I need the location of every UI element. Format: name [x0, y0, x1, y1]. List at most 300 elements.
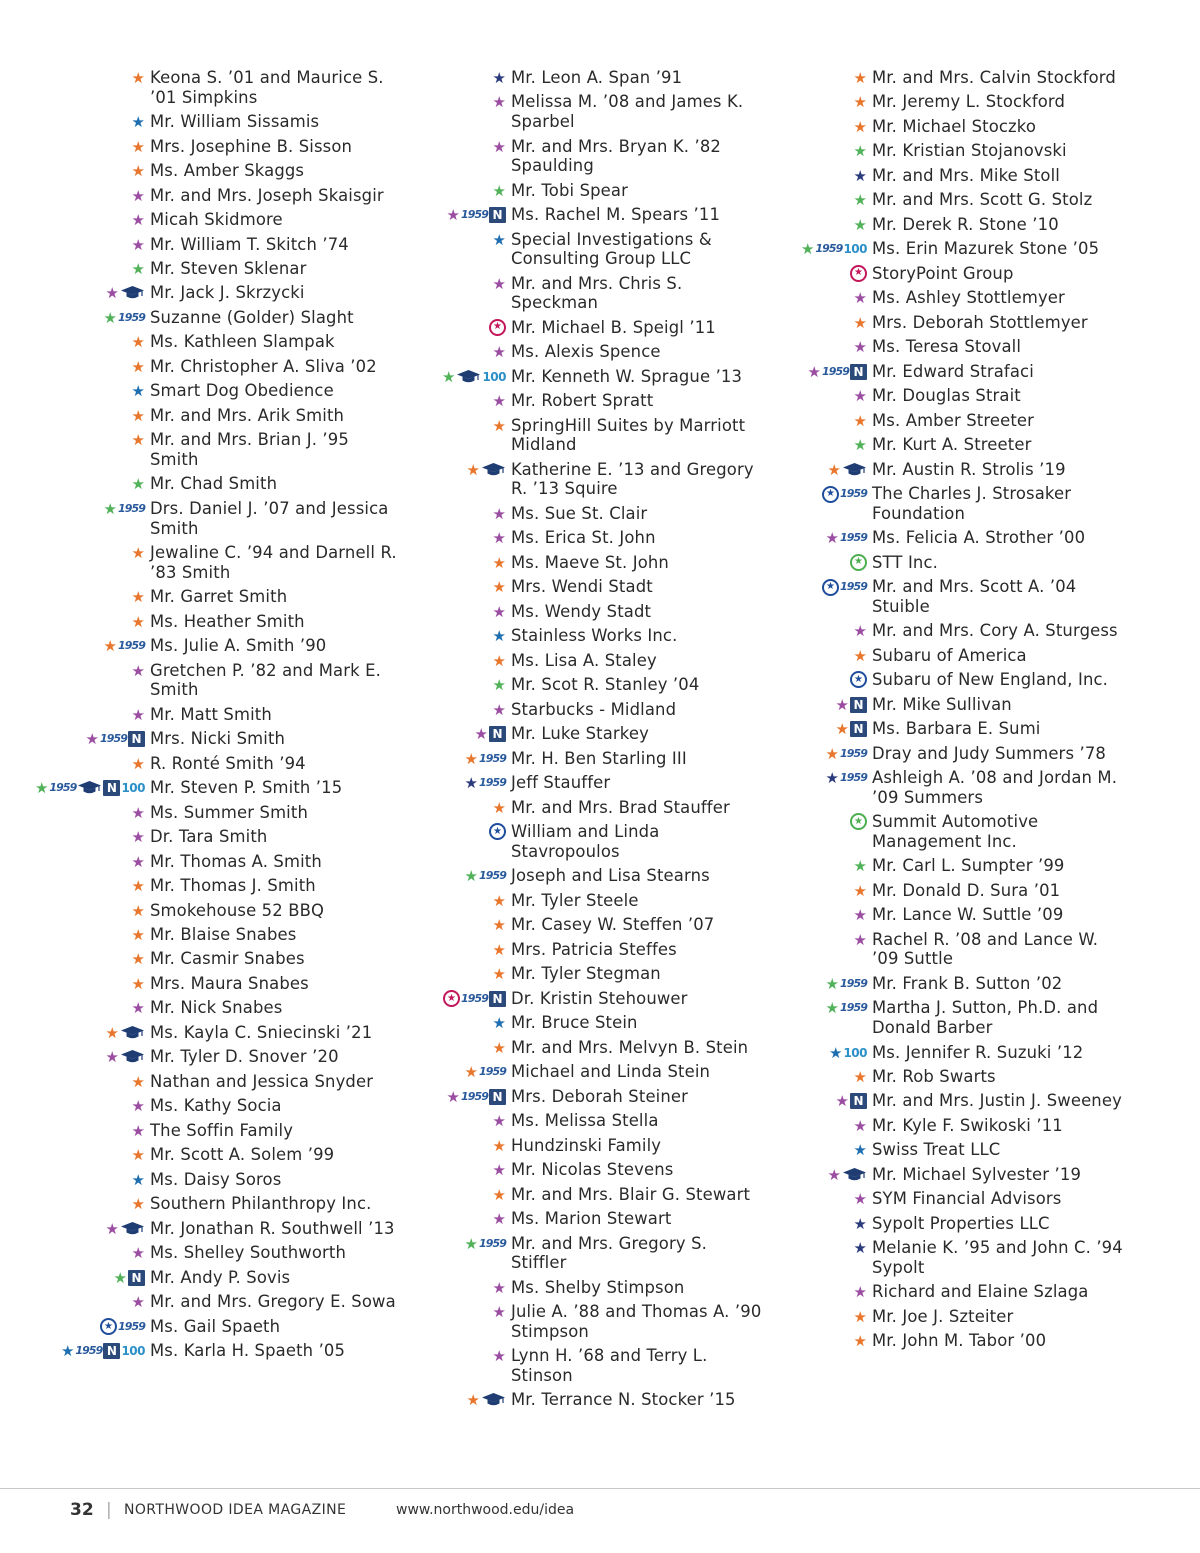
donor-badges	[361, 1160, 511, 1179]
donor-badges	[722, 68, 872, 87]
star-icon: ★	[131, 803, 145, 822]
donor-badges	[0, 381, 150, 400]
donor-name: Mr. Leon A. Span ’91	[511, 68, 683, 87]
donor-entry	[361, 822, 763, 861]
donor-name: Richard and Elaine Szlaga	[872, 1282, 1089, 1302]
donor-name: Hundzinski Family	[511, 1135, 662, 1155]
star-icon: ★	[853, 930, 867, 949]
graduation-cap-icon	[120, 285, 145, 301]
donor-name: Ms. Lisa A. Staley	[511, 650, 657, 670]
star-icon: ★	[466, 460, 480, 479]
northwood-n-logo-icon: N	[489, 207, 506, 223]
society-1959-badge-icon: 1959	[821, 364, 849, 378]
donor-badges	[0, 186, 150, 205]
northwood-n-logo-icon: N	[850, 1093, 867, 1109]
donor-entry	[722, 1307, 1124, 1327]
donor-entry	[722, 1140, 1124, 1160]
donor-name: Mr. Bruce Stein	[511, 1013, 638, 1033]
donor-name: Mr. Kurt A. Streeter	[872, 435, 1032, 455]
donor-badges	[722, 190, 872, 209]
society-1959-badge-icon: 1959	[49, 781, 77, 795]
donor-name: Ms. Rachel M. Spears ’11	[511, 205, 721, 225]
star-icon: ★	[835, 695, 849, 714]
donor-name: Mr. Luke Starkey	[511, 724, 649, 744]
graduation-cap-icon	[481, 1392, 506, 1408]
star-icon: ★	[103, 308, 117, 327]
donor-badges	[0, 543, 150, 562]
donor-badges	[361, 915, 511, 934]
star-icon: ★	[853, 142, 867, 161]
donor-entry	[0, 1317, 402, 1337]
donor-entry	[722, 68, 1124, 88]
donor-name: Mr. and Mrs. Gregory E. Sowa	[150, 1292, 396, 1312]
donor-badges	[722, 695, 872, 714]
society-1959-badge-icon: 1959	[839, 1001, 867, 1015]
donor-entry	[722, 695, 1124, 715]
donor-name: Ms. Ashley Stottlemyer	[872, 288, 1065, 308]
star-icon: ★	[446, 206, 460, 225]
donor-entry	[0, 729, 402, 749]
donor-badges	[361, 724, 511, 743]
star-icon: ★	[131, 69, 145, 87]
club-100-badge-icon: 100	[843, 242, 867, 257]
star-icon: ★	[131, 950, 145, 969]
star-icon: ★	[131, 588, 145, 607]
star-icon: ★	[131, 431, 145, 450]
donor-name: Melanie K. ’95 and John C. ’94 Sypolt	[872, 1238, 1123, 1277]
star-icon: ★	[34, 779, 49, 798]
donor-name: R. Ronté Smith ’94	[150, 753, 306, 773]
donor-name: Ms. Erin Mazurek Stone ’05	[872, 239, 1100, 259]
donor-name: Nathan and Jessica Snyder	[150, 1071, 374, 1091]
star-icon: ★	[131, 705, 145, 724]
star-icon: ★	[828, 1043, 843, 1062]
donor-entry	[722, 264, 1124, 284]
star-icon: ★	[131, 612, 145, 631]
donor-name: Mr. and Mrs. Mike Stoll	[872, 165, 1060, 185]
star-icon: ★	[827, 460, 841, 479]
donor-name: Gretchen P. ’82 and Mark E. Smith	[150, 660, 381, 700]
donor-entry	[0, 430, 402, 469]
star-icon: ★	[492, 627, 506, 646]
star-icon: ★	[853, 906, 867, 925]
donor-entry	[361, 651, 763, 671]
society-1959-badge-icon: 1959	[839, 771, 867, 785]
star-icon: ★	[492, 1136, 506, 1155]
society-1959-badge-icon: 1959	[99, 732, 127, 746]
society-1959-badge-icon: 1959	[460, 1089, 488, 1103]
star-icon: ★	[492, 1303, 506, 1322]
donor-name: Mr. Kyle F. Swikoski ’11	[872, 1115, 1063, 1135]
donor-badges	[0, 235, 150, 254]
donor-entry	[361, 181, 763, 201]
donor-badges	[361, 1302, 511, 1321]
donor-entry	[361, 1087, 763, 1107]
donor-badges	[361, 181, 511, 200]
donor-entry	[361, 700, 763, 720]
star-icon: ★	[853, 1283, 867, 1302]
society-1959-badge-icon: 1959	[839, 487, 867, 501]
donor-badges	[0, 998, 150, 1017]
donor-badges	[722, 974, 872, 993]
star-icon: ★	[60, 1342, 75, 1361]
donor-badges	[0, 1292, 150, 1311]
star-icon: ★	[131, 901, 145, 920]
donor-badges	[722, 812, 872, 830]
donor-entry	[361, 205, 763, 225]
star-icon: ★	[131, 333, 145, 352]
donor-entry	[361, 137, 763, 176]
donor-badges	[0, 587, 150, 606]
star-icon: ★	[492, 1014, 506, 1033]
donor-badges	[722, 553, 872, 571]
donor-entry	[722, 881, 1124, 901]
donor-badges	[361, 367, 511, 386]
northwood-n-logo-icon: N	[850, 697, 867, 713]
donor-badges	[722, 337, 872, 356]
star-icon: ★	[492, 891, 506, 910]
donor-entry	[0, 612, 402, 632]
society-1959-badge-icon: 1959	[460, 991, 488, 1005]
society-1959-badge-icon: 1959	[839, 580, 867, 594]
star-icon: ★	[492, 274, 506, 293]
donor-name: Ms. Daisy Soros	[150, 1169, 282, 1189]
donor-name: Ms. Summer Smith	[150, 802, 308, 822]
society-1959-badge-icon: 1959	[478, 1236, 506, 1250]
donor-name: Mr. Edward Strafaci	[872, 361, 1034, 381]
donor-column-2	[361, 68, 763, 1415]
donor-entry	[0, 543, 402, 582]
donor-badges	[361, 553, 511, 572]
donor-entry	[722, 646, 1124, 666]
donor-entry	[722, 1189, 1124, 1209]
club-100-badge-icon: 100	[843, 1045, 867, 1060]
donor-name: Suzanne (Golder) Slaght	[150, 307, 354, 327]
donor-badges	[361, 68, 511, 87]
donor-entry	[722, 288, 1124, 308]
donor-name: Mr. Michael B. Speigl ’11	[511, 317, 716, 337]
graduation-cap-icon	[120, 1025, 145, 1041]
donor-column-1	[0, 68, 402, 1366]
donor-entry	[361, 940, 763, 960]
donor-entry	[0, 1268, 402, 1288]
donor-badges	[361, 230, 511, 249]
donor-entry	[722, 1282, 1124, 1302]
donor-badges	[0, 925, 150, 944]
star-icon: ★	[131, 235, 145, 254]
donor-badges	[361, 504, 511, 523]
star-icon: ★	[105, 1048, 119, 1067]
donor-name: Mr. Robert Spratt	[511, 391, 654, 411]
donor-name: Julie A. ’88 and Thomas A. ’90 Stimpson	[511, 1302, 762, 1341]
star-icon: ★	[853, 857, 867, 876]
donor-name: Ms. Julie A. Smith ’90	[150, 636, 327, 656]
star-icon: ★	[853, 436, 867, 455]
donor-entry	[0, 186, 402, 206]
donor-name: Smart Dog Obedience	[150, 381, 334, 401]
donor-badges	[722, 484, 872, 503]
star-icon: ★	[492, 69, 506, 87]
star-icon: ★	[131, 1244, 145, 1263]
donor-name: Mr. and Mrs. Brian J. ’95 Smith	[150, 430, 349, 469]
star-icon: ★	[492, 700, 506, 719]
donor-entry	[722, 190, 1124, 210]
donor-badges	[722, 930, 872, 949]
graduation-cap-icon	[456, 369, 481, 385]
donor-badges	[361, 416, 511, 435]
star-icon: ★	[492, 916, 506, 935]
graduation-cap-icon	[842, 1167, 867, 1183]
donor-name: Mr. Michael Sylvester ’19	[872, 1164, 1082, 1184]
star-icon: ★	[853, 1307, 867, 1326]
donor-entry	[722, 812, 1124, 851]
donor-name: Mr. Frank B. Sutton ’02	[872, 973, 1063, 993]
star-icon: ★	[131, 1146, 145, 1165]
graduation-cap-icon	[120, 1221, 145, 1237]
star-icon: ★	[131, 754, 145, 773]
donor-name: Mr. Chad Smith	[150, 474, 278, 494]
donor-name: Mr. Kenneth W. Sprague ’13	[511, 366, 743, 386]
donor-name: Subaru of America	[872, 645, 1027, 665]
donor-name: Mr. Michael Stoczko	[872, 116, 1037, 136]
northwood-n-logo-icon: N	[850, 364, 867, 380]
donor-badges	[0, 210, 150, 229]
donor-entry	[722, 998, 1124, 1037]
star-icon: ★	[131, 999, 145, 1018]
donor-badges	[722, 1116, 872, 1135]
star-icon: ★	[446, 1087, 460, 1106]
star-icon: ★	[853, 69, 867, 87]
donor-name: Mr. Donald D. Sura ’01	[872, 880, 1061, 900]
donor-name: Smokehouse 52 BBQ	[150, 900, 325, 920]
northwood-n-logo-icon: N	[103, 1343, 120, 1359]
donor-entry	[361, 1038, 763, 1058]
donor-name: Ms. Wendy Stadt	[511, 601, 652, 621]
donor-badges	[361, 773, 511, 792]
donor-name: Mrs. Josephine B. Sisson	[150, 136, 353, 156]
donor-entry	[361, 460, 763, 499]
donor-name: Drs. Daniel J. ’07 and Jessica Smith	[150, 498, 389, 538]
donor-entry	[0, 235, 402, 255]
donor-badges	[361, 205, 511, 224]
star-icon: ★	[492, 553, 506, 572]
donor-badges	[722, 264, 872, 282]
donor-badges	[0, 1219, 150, 1238]
donor-badges	[722, 856, 872, 875]
star-icon: ★	[131, 1170, 145, 1189]
donor-entry	[361, 773, 763, 793]
donor-name: Mr. Jonathan R. Southwell ’13	[150, 1218, 395, 1238]
donor-name: Mr. and Mrs. Justin J. Sweeney	[872, 1091, 1122, 1111]
star-icon: ★	[492, 1347, 506, 1366]
northwood-n-logo-icon: N	[103, 780, 120, 796]
donor-badges	[722, 1214, 872, 1233]
donor-badges	[361, 964, 511, 983]
donor-badges	[0, 474, 150, 493]
donor-name: Ms. Shelley Southworth	[150, 1243, 347, 1263]
donor-entry	[0, 1341, 402, 1361]
donor-badges	[361, 391, 511, 410]
donor-entry	[0, 1292, 402, 1312]
donor-name: Mr. Tyler Steele	[511, 890, 639, 910]
donor-name: Dr. Tara Smith	[150, 827, 268, 847]
donor-name: Jewaline C. ’94 and Darnell R. ’83 Smith	[150, 543, 397, 582]
donor-name: Mr. Mike Sullivan	[872, 694, 1012, 714]
donor-name: Dr. Kristin Stehouwer	[511, 988, 688, 1008]
donor-badges	[722, 239, 872, 258]
donor-badges	[361, 1185, 511, 1204]
donor-entry	[722, 670, 1124, 690]
star-icon: ★	[131, 925, 145, 944]
donor-name: Mr. Steven P. Smith ’15	[150, 778, 343, 798]
circle-star-icon: ★	[822, 486, 839, 503]
donor-name: Mr. Jeremy L. Stockford	[872, 92, 1066, 112]
donor-badges	[722, 1331, 872, 1350]
donor-name: Keona S. ’01 and Maurice S. ’01 Simpkins	[150, 68, 384, 107]
donor-badges	[0, 1047, 150, 1066]
star-icon: ★	[853, 411, 867, 430]
donor-badges	[722, 577, 872, 596]
club-100-badge-icon: 100	[121, 1344, 145, 1359]
donor-name: Mr. Matt Smith	[150, 704, 272, 724]
donor-name: Subaru of New England, Inc.	[872, 670, 1108, 690]
donor-entry	[361, 528, 763, 548]
star-icon: ★	[105, 1219, 119, 1238]
donor-name: Ms. Marion Stewart	[511, 1209, 672, 1229]
donor-name: Mrs. Patricia Steffes	[511, 939, 677, 959]
donor-name: Mr. Douglas Strait	[872, 386, 1021, 406]
donor-name: Mr. Scot R. Stanley ’04	[511, 675, 700, 695]
donor-name: Special Investigations & Consulting Group LLC	[511, 229, 712, 269]
donor-entry	[722, 577, 1124, 616]
star-icon: ★	[131, 1121, 145, 1140]
star-icon: ★	[492, 181, 506, 200]
donor-badges	[0, 949, 150, 968]
donor-badges	[361, 274, 511, 293]
donor-entry	[361, 1390, 763, 1410]
donor-name: Mrs. Deborah Stottlemyer	[872, 312, 1088, 332]
donor-badges	[361, 342, 511, 361]
star-icon: ★	[492, 504, 506, 523]
northwood-n-logo-icon: N	[128, 1270, 145, 1286]
donor-entry	[361, 749, 763, 769]
star-icon: ★	[853, 881, 867, 900]
donor-entry	[361, 724, 763, 744]
donor-entry	[0, 406, 402, 426]
donor-entry	[361, 577, 763, 597]
donor-name: Ms. Kayla C. Sniecinski ’21	[150, 1022, 373, 1042]
donor-entry	[361, 367, 763, 387]
star-icon: ★	[492, 578, 506, 597]
star-icon: ★	[466, 1391, 480, 1410]
star-icon: ★	[807, 362, 821, 381]
donor-name: Mr. Joe J. Szteiter	[872, 1306, 1014, 1326]
donor-badges	[0, 612, 150, 631]
donor-badges	[0, 1268, 150, 1287]
donor-entry	[722, 92, 1124, 112]
donor-badges	[0, 406, 150, 425]
donor-name: Starbucks - Midland	[511, 699, 677, 719]
donor-name: Ms. Karla H. Spaeth ’05	[150, 1341, 346, 1361]
donor-badges	[0, 308, 150, 327]
donor-badges	[722, 313, 872, 332]
donor-entry	[722, 362, 1124, 382]
northwood-n-logo-icon: N	[489, 991, 506, 1007]
donor-entry	[0, 925, 402, 945]
donor-badges	[361, 1013, 511, 1032]
star-icon: ★	[492, 1278, 506, 1297]
donor-badges	[0, 901, 150, 920]
donor-badges	[0, 729, 150, 748]
donor-name: Mr. Casmir Snabes	[150, 949, 305, 969]
donor-name: Mr. Terrance N. Stocker ’15	[511, 1390, 736, 1410]
donor-entry	[722, 1238, 1124, 1277]
donor-badges	[0, 636, 150, 655]
donor-badges	[361, 626, 511, 645]
donor-badges	[361, 891, 511, 910]
donor-name: Mrs. Nicki Smith	[150, 729, 286, 749]
donor-name: Lynn H. ’68 and Terry L. Stinson	[511, 1346, 708, 1385]
star-icon: ★	[853, 215, 867, 234]
donor-name: Mr. Lance W. Suttle ’09	[872, 905, 1064, 925]
donor-entry	[722, 386, 1124, 406]
donor-badges	[722, 141, 872, 160]
star-icon: ★	[492, 392, 506, 411]
donor-badges	[722, 719, 872, 738]
donor-entry	[722, 411, 1124, 431]
donor-badges	[361, 1136, 511, 1155]
donor-name: Ms. Alexis Spence	[511, 342, 661, 362]
donor-name: Ms. Barbara E. Sumi	[872, 719, 1041, 739]
star-icon: ★	[492, 651, 506, 670]
star-icon: ★	[492, 676, 506, 695]
donor-badges	[0, 68, 150, 87]
star-icon: ★	[853, 1141, 867, 1160]
donor-badges	[361, 1390, 511, 1409]
donor-entry	[0, 1243, 402, 1263]
donor-badges	[0, 137, 150, 156]
donor-badges	[361, 460, 511, 479]
donor-name: Mr. William Sissamis	[150, 112, 320, 132]
donor-name: Michael and Linda Stein	[511, 1062, 711, 1082]
donor-badges	[722, 744, 872, 763]
donor-name: Mr. Casey W. Steffen ’07	[511, 915, 715, 935]
donor-column-3	[722, 68, 1124, 1356]
donor-badges	[0, 1145, 150, 1164]
donor-badges	[722, 621, 872, 640]
star-icon: ★	[492, 230, 506, 249]
star-icon: ★	[853, 1332, 867, 1351]
donor-name: Sypolt Properties LLC	[872, 1213, 1050, 1233]
donor-badges	[722, 117, 872, 136]
donor-entry	[0, 1194, 402, 1214]
donor-entry	[361, 964, 763, 984]
donor-name: Mr. Tobi Spear	[511, 180, 628, 200]
donor-badges	[0, 259, 150, 278]
donor-name: Mr. Rob Swarts	[872, 1067, 996, 1086]
star-icon: ★	[853, 289, 867, 308]
donor-entry	[361, 915, 763, 935]
donor-entry	[361, 274, 763, 313]
donor-name: Mr. William T. Skitch ’74	[150, 234, 349, 254]
donor-name: SpringHill Suites by Marriott Midland	[511, 415, 746, 455]
star-icon: ★	[131, 475, 145, 494]
donor-entry	[361, 1346, 763, 1385]
donor-name: Melissa M. ’08 and James K. Sparbel	[511, 92, 744, 132]
donor-badges	[361, 940, 511, 959]
donor-name: Mr. Derek R. Stone ’10	[872, 214, 1059, 234]
star-icon: ★	[103, 499, 117, 518]
